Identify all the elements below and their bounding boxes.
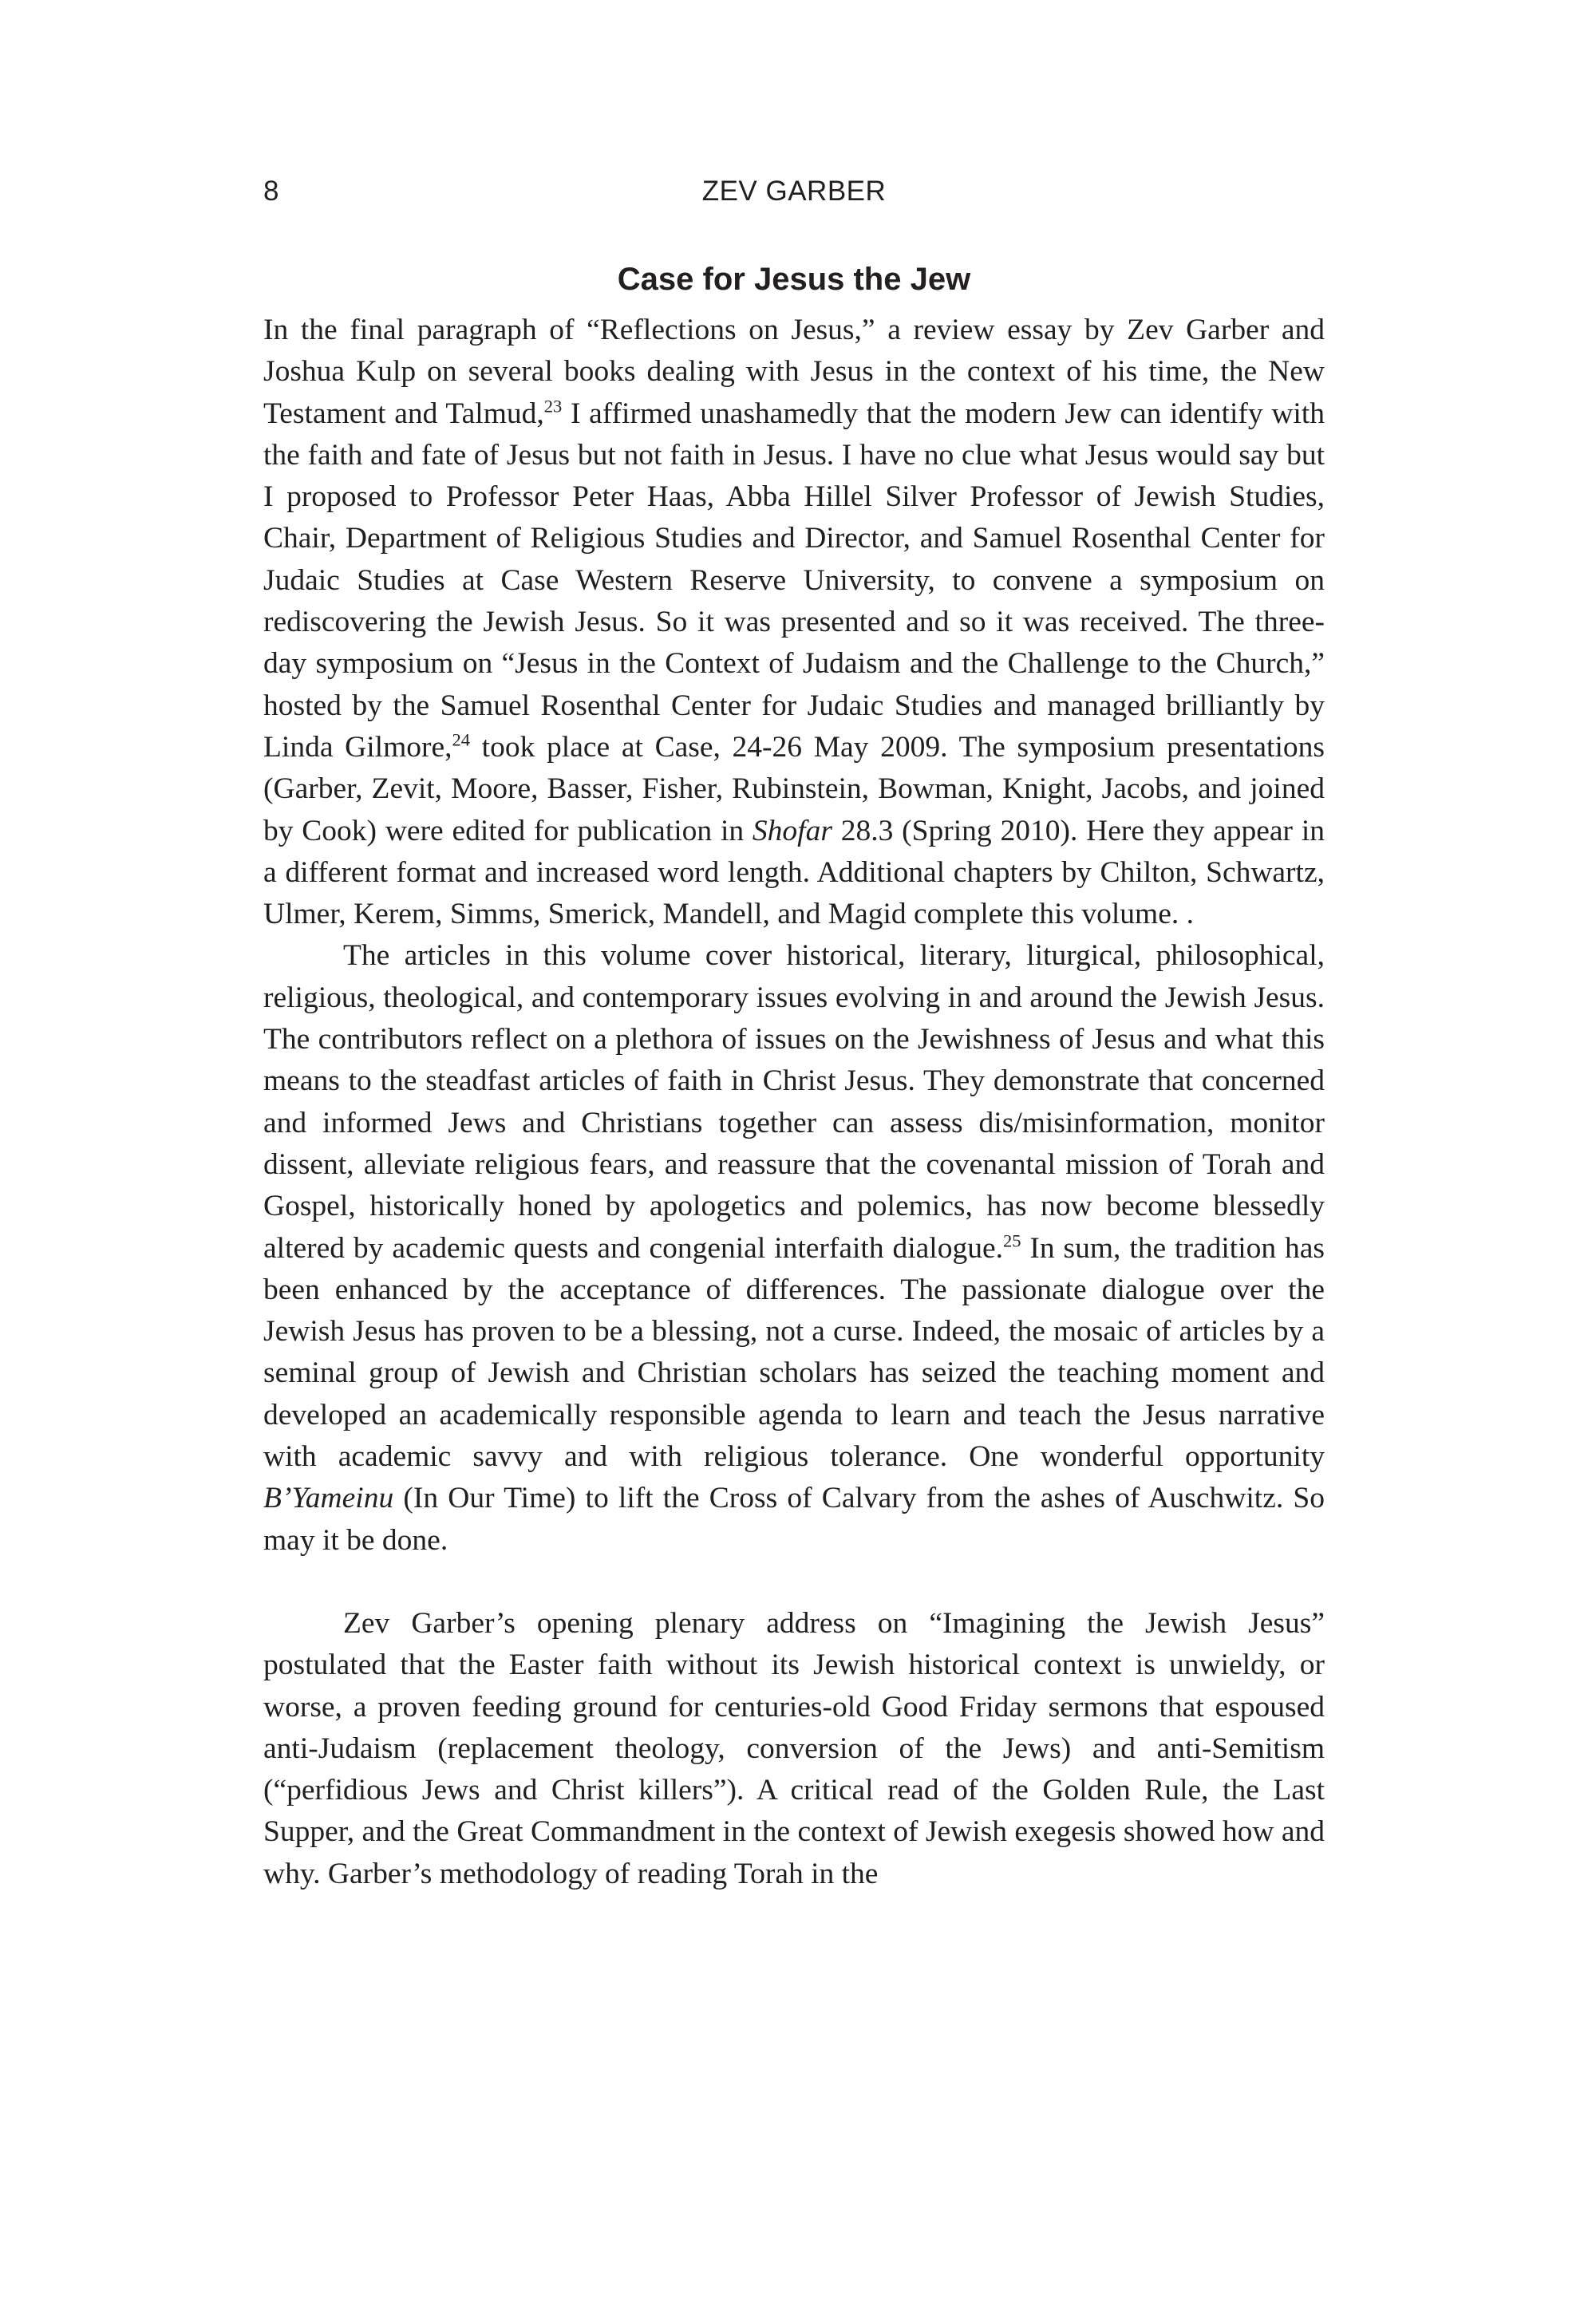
- paragraph-1-text-c: took place at Case, 24-26 May 2009. The symposium presentations (Garber, Zevit, Moore, Basser, Fisher, Rubinstein, Bowman, Knight, Jacobs, and joined by Cook) were edited for publication in: [263, 730, 1325, 847]
- footnote-ref-24: 24: [452, 729, 470, 750]
- footnote-ref-23: 23: [543, 396, 563, 417]
- paragraph-3-text: Zev Garber’s opening plenary address on “Imagining the Jewish Jesus” postulated that the Easter faith without its Jewish historical context is unwieldy, or worse, a proven feeding ground for centuries-old Good Friday sermons that espoused anti-Judaism (replacement theology, conversion of the Jews) and anti-Semitism (“perfidious Jews and Christ killers”). A critical read of the Golden Rule, the Last Supper, and the Great Commandment in the context of Jewish exegesis showed how and why. Garber’s methodology of reading Torah in the: [263, 1606, 1325, 1890]
- paragraph-2-text-c: (In Our Time) to lift the Cross of Calvary from the ashes of Auschwitz. So may it be done.: [263, 1482, 1325, 1557]
- section-heading: Case for Jesus the Jew: [617, 262, 971, 297]
- paragraph-3: [263, 1603, 1325, 1895]
- byameinu-italic: B’Yameinu: [263, 1482, 394, 1515]
- paragraph-2: [263, 935, 1325, 1561]
- journal-title-italic: Shofar: [752, 814, 832, 847]
- paragraph-2-text-a: The articles in this volume cover historical, literary, liturgical, philosophical, religious, theological, and contemporary issues evolving in and around the Jewish Jesus. The contributors reflect on a plethora of issues on the Jewishness of Jesus and what this means to the steadfast articles of faith in Christ Jesus. They demonstrate that concerned and informed Jews and Christians together can assess dis/misinformation, monitor dissent, alleviate religious fears, and reassure that the covenantal mission of Torah and Gospel, historically honed by apologetics and polemics, has now become blessedly altered by academic quests and congenial interfaith dialogue.: [263, 939, 1325, 1265]
- running-head: [263, 168, 1325, 215]
- footnote-ref-25: 25: [1003, 1230, 1021, 1251]
- paragraph-1-text-a: In the final paragraph of “Reflections on Jesus,” a review essay by Zev Garber and Joshua Kulp on several books dealing with Jesus in the context of his time, the New Testament and Talmud,: [263, 314, 1325, 430]
- paragraph-1: [263, 310, 1325, 935]
- paragraph-1-text-d: 28.3 (Spring 2010). Here they appear in a different format and increased word length. Additional chapters by Chilton, Schwartz, Ulmer, Kerem, Simms, Smerick, Mandell, and Magid complete this volume. .: [263, 814, 1325, 931]
- paragraph-2-text-b: In sum, the tradition has been enhanced by the acceptance of differences. The passionate dialogue over the Jewish Jesus has proven to be a blessing, not a curse. Indeed, the mosaic of articles by a seminal group of Jewish and Christian scholars has seized the teaching moment and developed an academically responsible agenda to learn and teach the Jesus narrative with academic savvy and with religious tolerance. One wonderful opportunity: [263, 1231, 1325, 1474]
- running-title: ZEV GARBER: [701, 176, 887, 207]
- page-number: 8: [263, 176, 279, 207]
- body-text: [263, 310, 1325, 1895]
- paragraph-1-text-b: I affirmed unashamedly that the modern Jew can identify with the faith and fate of Jesus but not faith in Jesus. I have no clue what Jesus would say but I proposed to Professor Peter Haas, Abba Hillel Silver Professor of Jewish Studies, Chair, Department of Religious Studies and Director, and Samuel Rosenthal Center for Judaic Studies at Case Western Reserve University, to convene a symposium on rediscovering the Jewish Jesus. So it was presented and so it was received. The three-day symposium on “Jesus in the Context of Judaism and the Challenge to the Church,” hosted by the Samuel Rosenthal Center for Judaic Studies and managed brilliantly by Linda Gilmore,: [263, 397, 1325, 764]
